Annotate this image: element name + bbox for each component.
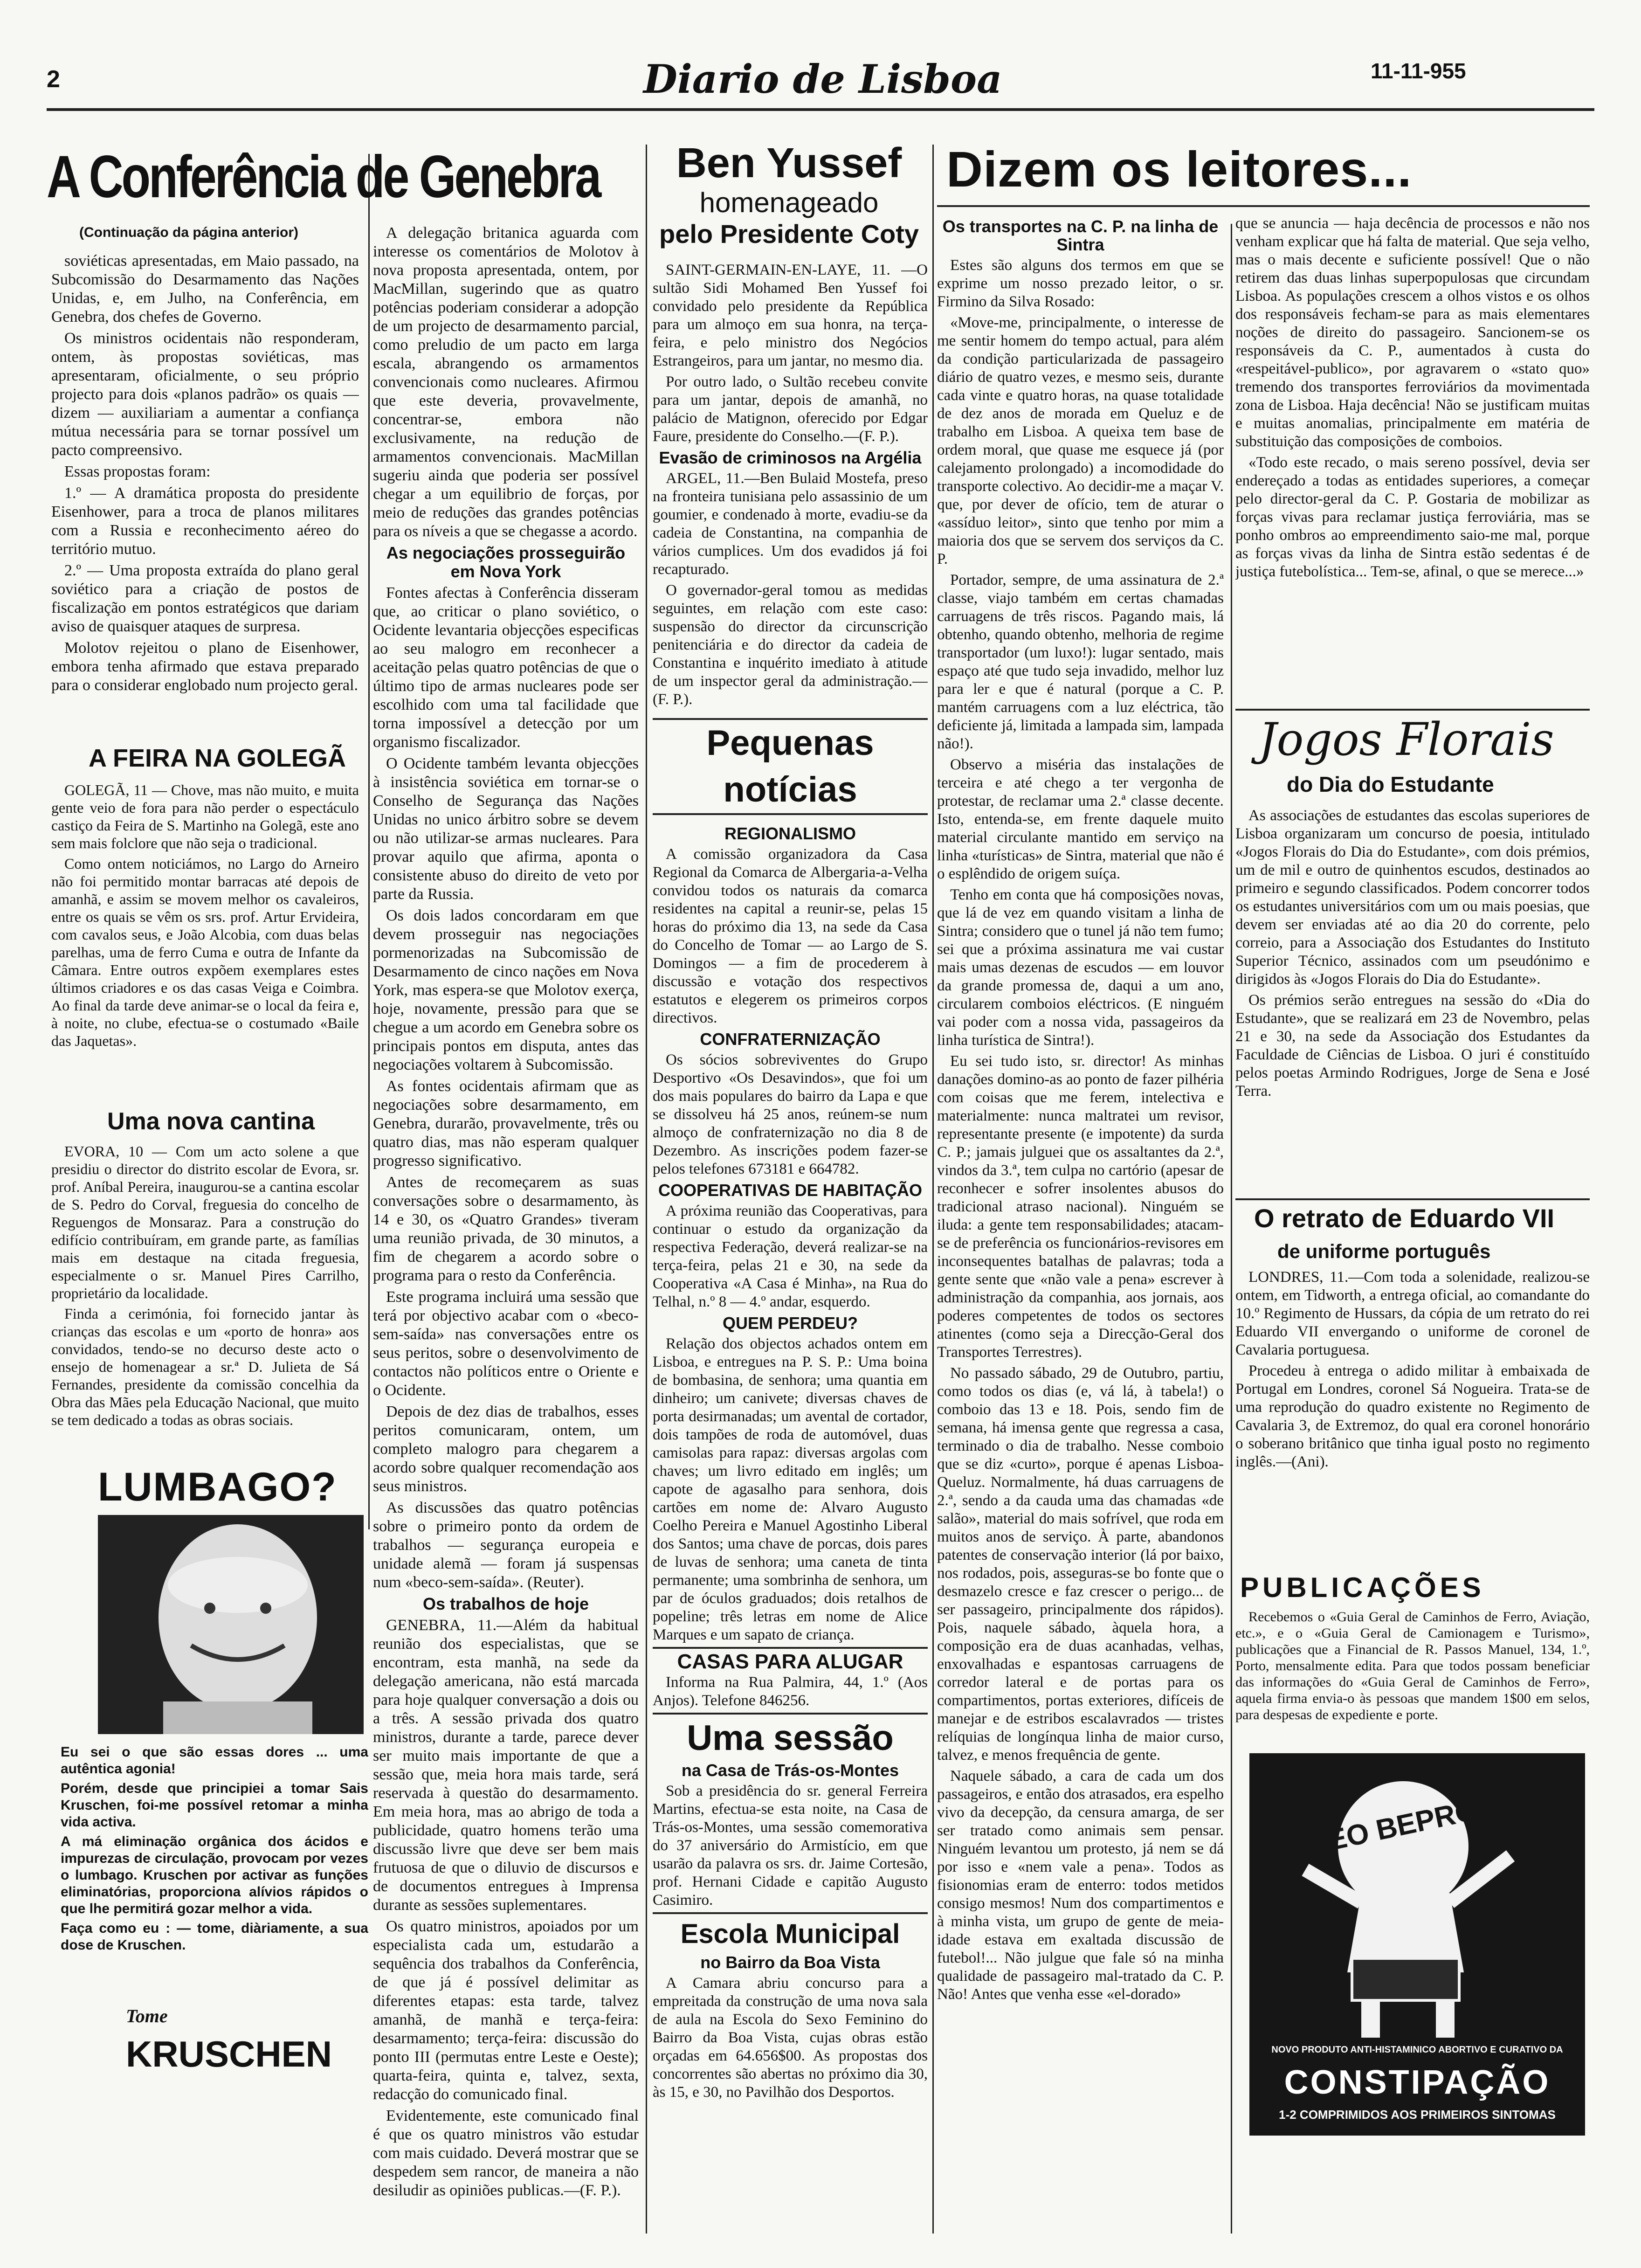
ad-line: A má eliminação orgânica dos ácidos e impurezas de circulação, provocam por vezes o lumbago. Kruschen por activar as funções eliminatórias, proporciona alívios rápidos o que lhe permitirá gozar melhor a vida. — [61, 1834, 368, 1916]
article-col3 — [653, 261, 928, 2238]
paragraph: 2.º — Uma proposta extraída do plano geral soviético para a criação de postos de fiscalização em pontos estratégicos que dariam aviso de quaisquer ataques de surpresa. — [51, 562, 359, 635]
paragraph: Os sócios sobreviventes do Grupo Desportivo «Os Desavindos», que foi um dos mais populares do bairro da Lapa e que se dissolveu há 25 anos, reúnem-se num almoço de confraternização no dia 8 de Dezembro. As inscrições podem fazer-se pelos telefones 673181 e 664782. — [653, 1051, 928, 1177]
ad-dose: 1-2 COMPRIMIDOS AOS PRIMEIROS SINTOMAS — [1279, 2108, 1556, 2122]
paragraph: Eu sei tudo isto, sr. director! As minhas danações domino-as ao ponto de fazer pilhéria com coisas que me ferem, intelectiva e materialmente: nunca maltratei um revisor, representante presente (e impotente) da surda C. P.; jamais julguei que os assaltantes da 2.ª, vindos da 3.ª, tem culpa no cartório (apesar de reconhecer e sofrer insolentes abusos do tradicional atraso nacional). Ninguém se iluda: a gente tem responsabilidades; atacam-se de preferência os funcionários-revisores em inconsequentes batalhas de palavras; toda a gente sente que «não vale a pena» escrever à administração da companhia, aos jornais, aos poderes competentes de todos os sectores atinentes (como seja a Direcção-Geral dos Transportes Terrestres). — [937, 1053, 1224, 1361]
paragraph: A Camara abriu concurso para a empreitada da construção de uma nova sala de aula na Escola do Sexo Feminino do Bairro da Boa Vista, cujas obras estão orçadas em 64.656$00. As propostas dos concorrentes são abertas no próximo dia 30, às 15, e 30, no Pavilhão dos Desportos. — [653, 1975, 928, 2101]
headline-retrato: O retrato de Eduardo VII — [1254, 1203, 1555, 1233]
ad-neo-beprol — [1249, 1753, 1585, 2136]
subhead: As negociações prosseguirão em Nova York — [386, 543, 626, 581]
subhead: REGIONALISMO — [724, 824, 856, 843]
paragraph: que se anuncia — haja decência de processos e não nos venham explicar que há falta de material. Que seja velho, mas o mais decente e suficiente possível! Que o não retirem das duas linhas superpopulosas que circundam Lisboa. As populações crescem a olhos vistos e os olhos dos responsáveis fecham-se para as mais elementares noções de direito do passageiro. Sancionem-se os responsáveis da C. P., aumentados à custa do «respeitável-publico», por agravarem o «stato quo» tremendo dos transportes ferroviários da movimentada zona de Lisboa. Haja decência! Não se justificam muitas e muitas anomalias, principalmente em matéria de substituição das composições de comboios. — [1235, 215, 1590, 450]
article-feira — [51, 781, 359, 1107]
subhead: CASAS PARA ALUGAR — [653, 1647, 928, 1671]
column-divider — [932, 145, 934, 2233]
ad-tagline: NOVO PRODUTO ANTI-HISTAMINICO ABORTIVO E CURATIVO DA — [1271, 2045, 1563, 2055]
paragraph: Molotov rejeitou o plano de Eisenhower, embora tenha afirmado que estava preparado para o considerar englobado num projecto geral. — [51, 639, 359, 694]
paragraph: Recebemos o «Guia Geral de Caminhos de Ferro, Aviação, etc.», e o «Guia Geral de Camionagem e Turismo», publicações que a Financial de R. Passos Manuel, 134, 1.º, Porto, mensalmente edita. Para que todos possam beneficiar das informações do «Guia Geral de Caminhos de Ferro», aquela firma envia-o às pessoas que mandem 1$00 em selos, para despesas de expediente e porte. — [1235, 1609, 1590, 1722]
paragraph: Evidentemente, este comunicado final é que os quatro ministros vão estudar com mais cuidado. Deverá mostrar que se despedem sem rancor, de maneira a não desiludir as opiniões publicas.—(F. P.). — [373, 2107, 639, 2199]
ad-line: Faça como eu : — tome, diàriamente, a sua dose de Kruschen. — [61, 1921, 368, 1953]
subhead: QUEM PERDEU? — [722, 1314, 858, 1333]
article-genebra-col1 — [51, 252, 359, 732]
paragraph: Os prémios serão entregues na sessão do «Dia do Estudante», que se realizará em 23 de Novembro, pelas 21 e 30, na sede da Associação dos Estudantes da Faculdade de Ciências de Lisboa. O juri é constituído pelos poetas Armindo Rodrigues, Jorge de Sena e José Terra. — [1235, 992, 1590, 1099]
paragraph: Essas propostas foram: — [64, 463, 211, 480]
paragraph: EVORA, 10 — Com um acto solene a que presidiu o director do distrito escolar de Evora, sr. prof. Aníbal Pereira, inaugurou-se a cantina escolar de S. Pedro do Corval, freguesia do concelho de Reguengos de Monsaraz. Para a construção do edifício contribuíram, em grande parte, as famílias mais em destaque na citada freguesia, especialmente o sr. Manuel Pires Carrilho, proprietário da localidade. — [51, 1143, 359, 1301]
paragraph: A comissão organizadora da Casa Regional da Comarca de Albergaria-a-Velha convidou todos os naturais da comarca residentes na capital a reunir-se, pelas 15 horas do próximo dia 13, na sede da Casa do Concelho de Tomar — ao Largo de S. Domingos — a fim de procederem à discussão e votação dos respectivos estatutos e elegerem os primeiros corpos directivos. — [653, 846, 928, 1026]
man-portrait-image — [98, 1515, 364, 1734]
paragraph: As associações de estudantes das escolas superiores de Lisboa organizaram um concurso de poesia, intitulado «Jogos Florais do Dia do Estudante», com dois prémios, um de mil e outro de quinhentos escudos, destinados ao primeiro e segundo classificados. Podem concorrer todos os estudantes universitários com um ou mais poesias, que devem ser enviadas até ao dia 20 do corrente, pelo correio, para a Associação dos Estudantes do Instituto Superior Técnico, assinados com um pseudónimo e dirigidos às «Jogos Florais do Dia do Estudante». — [1235, 807, 1590, 988]
ad-lumbago — [98, 1464, 364, 1735]
paragraph: «Move-me, principalmente, o interesse de me sentir homem do tempo actual, para além da condição particularizada de passageiro diário de quatro vezes, e mesmo seis, durante cada vinte e quatro horas, na quase totalidade de dez anos de morada em Queluz e de trabalho em Lisboa. A queixa tem base de ordem moral, que quase me esquece já (por calejamento prolongado) a incomodidade do transporte colectivo. Ao decidir-me a maçar V. que, por dever de ofício, tem de aturar o «assíduo leitor», sinto que tenho por mim a maioria dos que se servem dos serviços da C. P. — [937, 314, 1224, 567]
subhead: no Bairro da Boa Vista — [700, 1953, 880, 1972]
ad-brand-neo-beprol: NEO BEPROL — [1304, 1790, 1498, 1861]
paragraph: Naquele sábado, a cara de cada um dos passageiros, e então dos atrasados, era espelho vivo da decepção, da censura amarga, de ser ser tratado como animais sem pensar. Ninguém levantou um protesto, já nem se dá por isso e «nem vale a pena». Todos as fisionomias eram de enterro: todos metidos consigo mesmos! Num dos compartimentos e à minha vista, um grupo de gente de meia-idade estava em exaltada discussão de futebol!... Não julgue que fale só na minha qualidade de passageiro mal-tratado da C. P. Não! Antes que venha esse «el-dorado» — [937, 1768, 1224, 2003]
article-cantina — [51, 1142, 359, 1464]
paragraph: Depois de dez dias de trabalhos, esses peritos comunicaram, ontem, um completo malogro para chegarem a acordo sobre qualquer recomendação aos seus ministros. — [373, 1403, 639, 1495]
issue-date: 11-11-955 — [1371, 59, 1466, 83]
paragraph: Como ontem noticiámos, no Largo do Arneiro não foi permitido montar barracas até depois de amanhã, e assim se movem melhor os cavaleiros, entre os quais se vêm os srs. prof. Artur Ervideira, com cavalos seus, e João Alcobia, com duas belas parelhas, uma de ferro Cuma e outra de Infante da Câmara. Entre outros expõem exemplares estes últimos criadores e os das casas Veiga e Coimbra. Ao final da tarde deve animar-se o local da feira e, à noite, no clube, efectua-se o costumado «Baile das Jaquetas». — [51, 855, 359, 1049]
masthead-rule — [47, 108, 1594, 111]
paragraph: O governador-geral tomou as medidas seguintes, em relação com este caso: suspensão do director da circunscrição penitenciária e do director da cadeia de Constantina e inquérito imediato à atitude de um inspector geral da administração.—(F. P.). — [653, 582, 928, 708]
headline-dizem-os-leitores: Dizem os leitores... — [946, 141, 1412, 197]
paragraph: soviéticas apresentadas, em Maio passado, na Subcomissão do Desarmamento das Nações Unidas, e, em Julho, na Conferência, em Genebra, dos chefes de Governo. — [51, 252, 359, 325]
paragraph: A próxima reunião das Cooperativas, para continuar o estudo da organização da respectiva Federação, deverá realizar-se na terça-feira, pelas 21 e 30, na sede da Cooperativa «A Casa é Minha», na Rua do Telhal, n.º 8 — 4.º andar, esquerdo. — [653, 1203, 928, 1310]
headline-feira: A FEIRA NA GOLEGÃ — [89, 744, 346, 772]
paragraph: «Todo este recado, o mais sereno possível, devia ser endereçado a todas as entidades superiores, a começar pelo director-geral da C. P. Gostaria de mobilizar as forças vivas para reclamar justiça ferroviária, mas se ponho ombros ao empreendimento saio-me mal, porque as forças vivas da linha de Sintra estão sedentas é de justiça futebolística... Tem-se, afinal, o que se merece...» — [1235, 454, 1590, 580]
subhead: na Casa de Trás-os-Montes — [681, 1761, 899, 1780]
paragraph: O Ocidente também levanta objecções à insistência soviética em tornar-se o Conselho de Segurança das Nações Unidas no unico árbitro sobre se devem ou não utilizar-se armas nucleares. Para provar aquilo que afirma, aponta o consistente abuso do direito de veto por parte da Russia. — [373, 755, 639, 903]
paragraph: As fontes ocidentais afirmam que as negociações sobre desarmamento, em Genebra, durarão, provavelmente, três ou quatro dias, mas não esperam qualquer progresso significativo. — [373, 1078, 639, 1169]
paragraph: Os dois lados concordaram em que devem prosseguir nas negociações pormenorizadas na Subcomissão de Desarmamento de cinco nações em Nova York, mas espera-se que Molotov exerça, hoje, novamente, pressão para que se chegue a um acordo em Genebra sobre os principais pontos em disputa, antes das negociações voltarem à Subcomissão. — [373, 907, 639, 1073]
subhead: Os transportes na C. P. na linha de Sintra — [942, 217, 1219, 254]
column-divider — [1231, 224, 1232, 2233]
newspaper-title: Diario de Lisboa — [643, 56, 1002, 102]
paragraph: Os ministros ocidentais não responderam, ontem, às propostas soviéticas, mas apresentaram, oficialmente, o seu próprio projecto para dois «planos padrão» os quais — dizem — auxiliariam a aumentar a confiança mútua necessária para se tornar possível um pacto compreensivo. — [51, 330, 359, 459]
paragraph: As discussões das quatro potências sobre o primeiro ponto da ordem de trabalhos — segurança europeia e unidade alemã — foram já suspensas num «beco-sem-saída». (Reuter). — [373, 1499, 639, 1591]
article-leitores-col-b — [1235, 214, 1590, 709]
paragraph: Antes de recomeçarem as suas conversações sobre o desarmamento, às 14 e 30, os «Quatro Grandes» tiveram uma reunião privada, de 30 minutos, a fim de chegarem a acordo sobre o programa para o resto da Conferência. — [373, 1174, 639, 1284]
paragraph: Sob a presidência do sr. general Ferreira Martins, efectua-se esta noite, na Casa de Trás-os-Montes, uma sessão comemorativa do 37 aniversário do Armistício, em que usarão da palavra os srs. dr. Jaime Cortesão, prof. Hernani Cidade e capitão Augusto Casimiro. — [653, 1783, 928, 1908]
paragraph: SAINT-GERMAIN-EN-LAYE, 11. —O sultão Sidi Mohamed Ben Yussef foi convidado pelo presidente da República para um almoço em sua honra, na terça-feira, e pelo ministro dos Negócios Estrangeiros, para um jantar, no mesmo dia. — [653, 262, 928, 369]
column-divider — [368, 154, 370, 1529]
headline-publicacoes: PUBLICAÇÕES — [1240, 1572, 1485, 1603]
article-publicacoes — [1235, 1609, 1590, 1749]
paragraph: Os quatro ministros, apoiados por um especialista cada um, estudarão a sequência dos trabalhos da Conferência, de que já é possível delimitar as diferentes etapas: esta tarde, talvez amanhã, de manhã e terça-feira: desarmamento; terça-feira: discussão do ponto III (permutas entre Leste e Oeste); quarta-feira, quinta e, talvez, sexta, redacção do comunicado final. — [373, 1918, 639, 2103]
article-jogos — [1235, 807, 1590, 1203]
paragraph: No passado sábado, 29 de Outubro, partiu, como todos os dias (e, vá lá, à tabela!) o comboio das 13 e 18. Pois, sendo fim de semana, há imensa gente que regressa a casa, terminado o dia de trabalho. Nesse comboio que se diz «curto», porque é apenas Lisboa-Queluz. Normalmente, há duas carruagens de 2.ª, sendo a da cauda uma das chamadas «de salão», material do mais sofrível, que roda em muitos anos de serviço. À parte, abandonos patentes de conservação interior (lá por baixo, nos rodados, pois, asseguras-se bo fonte que o desmazelo cresce e faz crescer o perigo... de ser passageiro, principalmente dos rápidos). Pois, naquele sábado, àquela hora, a composição era de duas acanhadas, velhas, enxovalhadas e espantosas carruagens de corredor lateral e de portas para os compartimentos, portas exteriores, difíceis de manejar e de estribos escalavrados — tristes relíquias de longínqua linha de maior curso, talvez, e menos frequência de gente. — [937, 1365, 1224, 1763]
paragraph: LONDRES, 11.—Com toda a solenidade, realizou-se ontem, em Tidworth, a entrega oficial, ao comandante do 10.º Regimento de Hussars, da cópia de um retrato do rei Eduardo VII envergando o uniforme de coronel de Cavalaria portuguesa. — [1235, 1269, 1590, 1358]
paragraph: Informa na Rua Palmira, 44, 1.º (Aos Anjos). Telefone 846256. — [653, 1674, 928, 1709]
subhead-retrato: de uniforme português — [1277, 1240, 1491, 1262]
paragraph: A delegação britanica aguarda com interesse os comentários de Molotov à nova proposta apresentada, ontem, por MacMillan, sugerindo que as quatro potências poderiam considerar a adopção de um projecto de desarmamento parcial, como preludio de um pacto em larga escala, abrangendo os armamentos convencionais como nucleares. Afirmou que este deveria, provavelmente, concentrar-se, embora não exclusivamente, na redução de armamentos convencionais. MacMillan sugeriu ainda que poderia ser possível chegar a um equilibrio de forças, por meio de reduções das grandes potências para os níveis a que se chegasse a acordo. — [373, 224, 639, 540]
paragraph: Este programa incluirá uma sessão que terá por objectivo acabar com o «beco-sem-saída» nas conversações entre os seus peritos, sobre o desenvolvimento de contactos não políticos entre o Oriente e o Ocidente. — [373, 1288, 639, 1399]
headline-line: pelo Presidente Coty — [659, 219, 919, 249]
headline-rule — [937, 205, 1590, 207]
subhead: COOPERATIVAS DE HABITAÇÃO — [658, 1181, 922, 1200]
paragraph: Observo a miséria das instalações de terceira e até chego a ter vergonha de protestar, de reclamar uma 2.ª classe decente. Isto, entenda-se, em frente daquele muito material circulante mantido em serviço na linha «turísticas» de Sintra, material que não é o esplêndido de origem suíça. — [937, 756, 1224, 882]
headline-jogos-florais: Jogos Florais — [1259, 713, 1554, 766]
paragraph: Tenho em conta que há composições novas, que lá de vez em quando visitam a linha de Sintra; considero que o tunel já não tem fumo; sei que a próxima assinatura me vai custar mais umas dezenas de escudos — em louvor da grande promessa de, daqui a um ano, circularem comboios eléctricos. (E ninguém vai poder com a nossa vida, passageiros da linha turística de Sintra!). — [937, 886, 1224, 1049]
ad-illustration — [1249, 1753, 1585, 2042]
paragraph: Procedeu à entrega o adido militar à embaixada de Portugal em Londres, coronel Sá Nogueira. Trata-se de uma reprodução do quadro existente no Regimento de Cavalaria 3, de Extremoz, do qual era coronel honorário o soberano britânico que tinha igual posto no regimento inglês.—(Ani). — [1235, 1362, 1590, 1470]
article-genebra-col2 — [373, 224, 639, 2229]
ad-line: Porém, desde que principiei a tomar Sais Kruschen, foi-me possível retomar a minha vida activa. — [61, 1781, 368, 1830]
ad-word-constipacao: CONSTIPAÇÃO — [1284, 2064, 1551, 2101]
article-leitores-col-a — [937, 214, 1224, 2233]
subhead: Evasão de criminosos na Argélia — [659, 448, 922, 467]
ad-headline: LUMBAGO? — [98, 1465, 337, 1509]
article-retrato — [1235, 1268, 1590, 1567]
headline-line: homenageado — [699, 187, 879, 218]
paragraph: GOLEGÃ, 11 — Chove, mas não muito, e muita gente veio de fora para não perder o espectáculo castiço da Feira de S. Martinho na Golegã, este ano sem mais folclore que não seja o tradicional. — [51, 781, 359, 851]
ad-lumbago-text — [61, 1744, 368, 2005]
headline-escola-municipal: Escola Municipal — [653, 1912, 928, 1950]
paragraph: ARGEL, 11.—Ben Bulaid Mostefa, preso na fronteira tunisiana pelo assassinio de um goumier, e condenado à morte, evadiu-se da cadeia de Constantina, na companhia de vários cumplices. Um dos evadidos já foi recapturado. — [653, 470, 928, 578]
section-rule — [1235, 709, 1590, 711]
continuation-note: (Continuação da página anterior) — [79, 225, 299, 240]
subhead-jogos: do Dia do Estudante — [1287, 772, 1494, 796]
paragraph: 1.º — A dramática proposta do presidente Eisenhower, para a troca de planos militares com a Russia e reconhecimento aéreo do território mutuo. — [51, 484, 359, 558]
ad-line: Eu sei o que são essas dores ... uma autêntica agonia! — [61, 1744, 368, 1777]
paragraph: Relação dos objectos achados ontem em Lisboa, e entregues na P. S. P.: Uma boina de bombasina, de senhora; uma quantia em dinheiro; um canivete; diversas chaves de porta desirmanadas; um avental de cortador, dois tampões de roda de automóvel, duas camisolas para rapaz: diversas argolas com chaves; um livro editado em inglês; um capote de agasalho para senhora, dois cartões em nome de: Alvaro Augusto Coelho Pereira e Manuel Agostinho Liberal dos Santos; uma chave de porcas, dois pares de luvas de senhora; uma caneta de tinta permanente; uma sombrinha de senhora, um par de óculos graduados; dois retalhos de popeline; três letras em nome de Alice Marques e um sapato de criança. — [653, 1335, 928, 1643]
headline-uma-sessao: Uma sessão — [653, 1713, 928, 1758]
paragraph: Fontes afectas à Conferência disseram que, ao criticar o plano soviético, o Ocidente levantaria objecções especificas ao seu malogro em reconhecer a aceitação pelas quatro potências de que o último tipo de armas nucleares pode ser escolhido com uma tal facilidade que torna impossível a detecção por um organismo fiscalizador. — [373, 584, 639, 751]
headline-pequenas-noticias: Pequenas notícias — [653, 718, 928, 815]
paragraph: GENEBRA, 11.—Além da habitual reunião dos especialistas, que se encontram, esta manhã, na sede da delegação americana, não está marcada para hoje qualquer conversação a dois ou a três. A sessão privada dos quatro ministros, durante a tarde, parece dever ser muito mais importante de que a sessão que, meia hora mais tarde, será reservada à questão do desarmamento. Em meia hora, mas ao abrigo de toda a publicidade, quatro homens terão uma discussão livre que deve ser bem mais frutuosa de que o diluvio de discursos e de documentos entregues à Imprensa durante as sessões suplementares. — [373, 1617, 639, 1914]
ad-brand-kruschen: KRUSCHEN — [126, 2033, 332, 2074]
column-divider — [646, 145, 647, 2233]
section-rule — [1235, 1198, 1590, 1200]
paragraph: Finda a cerimónia, foi fornecido jantar às crianças das escolas e um «porto de honra» aos convidados, tendo-se no decurso deste acto o ensejo de homenagear a sr.ª D. Julieta de Sá Fernandes, presidente da comissão concelhia da Obra das Mães pela Educação Nacional, que muito se tem dedicado a todas as obras sociais. — [51, 1305, 359, 1428]
headline-ben-yussef — [650, 140, 928, 249]
subhead: CONFRATERNIZAÇÃO — [700, 1030, 881, 1049]
paragraph: Portador, sempre, de uma assinatura de 2.ª classe, viajo também em certas chamadas carruagens de três riscos. Pagando mais, lá obtenho, quando obtenho, melhoria de regime transportador (um luxo!): lugar sentado, mais espaço até que tudo seja invadido, melhor luz para ler e que é natural (porque a C. P. mantém carruagens com a luz eléctrica, tão deficiente já, limitada a lampada sim, lampada não!). — [937, 572, 1224, 752]
ad-tome: Tome — [126, 2005, 168, 2026]
headline-line: Ben Yussef — [676, 140, 902, 187]
subhead: Os trabalhos de hoje — [422, 1594, 589, 1613]
paragraph: Estes são alguns dos termos em que se exprime um nosso prezado leitor, o sr. Firmino da Silva Rosado: — [937, 257, 1224, 310]
page-number: 2 — [47, 66, 60, 93]
headline-cantina: Uma nova cantina — [107, 1108, 315, 1135]
paragraph: Por outro lado, o Sultão recebeu convite para um jantar, depois de amanhã, no palácio de Matignon, oferecido por Edgar Faure, presidente do Conselho.—(F. P.). — [653, 373, 928, 445]
headline-genebra: A Conferência de Genebra — [47, 144, 600, 210]
